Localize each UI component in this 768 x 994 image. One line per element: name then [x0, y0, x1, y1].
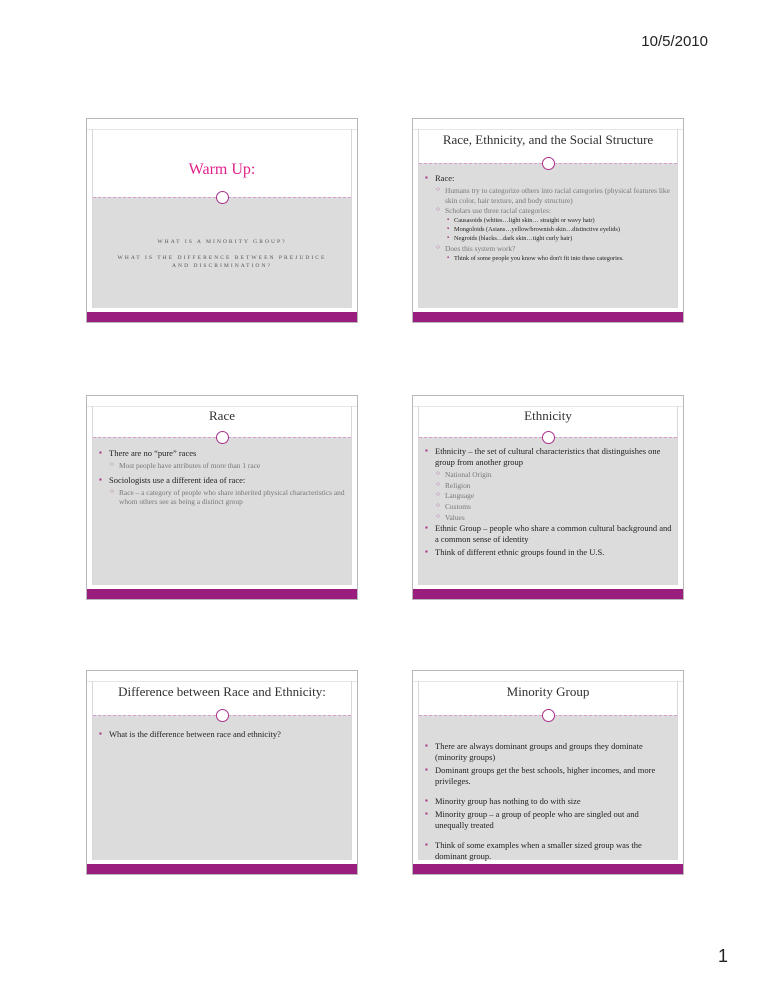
bullet-race: ▪ Race:: [425, 173, 673, 184]
slide-bottom-bar: [413, 312, 683, 322]
slide-race-ethnicity-structure: [412, 118, 684, 323]
slide-bottom-bar: [87, 589, 357, 599]
slide-race-vs-ethnicity: [86, 670, 358, 875]
slide-ethnicity: [412, 395, 684, 600]
title-circle-ornament: [216, 709, 229, 722]
title-circle-ornament: [216, 431, 229, 444]
slide-body-background: [93, 197, 351, 308]
bullet-most-people-attributes: ○ Most people have attributes of more than 1 race: [110, 461, 347, 471]
title-circle-ornament: [542, 709, 555, 722]
bullet-humans-categorize: ○ Humans try to categorize others into racial categories (physical features like skin color, hair texture, and body structure): [436, 186, 673, 205]
bullet-race-definition: ○ Race – a category of people who share inherited physical characteristics and whom others see as being a distinct group: [110, 488, 347, 507]
bullet-negroids: ▪ Negroids (blacks…dark skin…tight curly hair): [447, 235, 673, 243]
bullet-mongoloids: ▪ Mongoloids (Asians…yellow/brownish skin…distinctive eyelids): [447, 226, 673, 234]
slide-title: Minority Group: [506, 684, 590, 699]
bullet-language: ○ Language: [436, 491, 673, 501]
slide-bottom-bar: [87, 312, 357, 322]
slide-frame: [92, 129, 352, 308]
bullet-sociologists-idea: ▪ Sociologists use a different idea of race:: [99, 475, 347, 486]
bullet-caucasoids: ▪ Causasoids (whites…light skin… straight or wavy hair): [447, 217, 673, 225]
slide-warm-up: [86, 118, 358, 323]
slide-bottom-bar: [87, 864, 357, 874]
spacer: [425, 789, 673, 796]
bullet-religion: ○ Religion: [436, 481, 673, 491]
bullet-scholars-categories: ○ Scholars use three racial categories:: [436, 206, 673, 216]
slide-bottom-bar: [413, 864, 683, 874]
bullet-dominant-groups: ▪ There are always dominant groups and groups they dominate (minority groups): [425, 741, 673, 763]
bullet-national-origin: ○ National Origin: [436, 470, 673, 480]
bullet-minority-definition: ▪ Minority group – a group of people who are singled out and unequally treated: [425, 809, 673, 831]
slide-subtitle-prejudice: WHAT IS THE DIFFERENCE BETWEEN PREJUDICE AND DISCRIMINATION?: [117, 255, 327, 269]
slide-title: Warm Up:: [188, 161, 256, 178]
slide-subtitle-minority-group: WHAT IS A MINORITY GROUP?: [157, 239, 287, 245]
slide-content: [425, 173, 673, 264]
bullet-size: ▪ Minority group has nothing to do with size: [425, 796, 673, 807]
slide-race: [86, 395, 358, 600]
slide-title: Race, Ethnicity, and the Social Structure: [442, 132, 654, 147]
slide-bottom-bar: [413, 589, 683, 599]
slide-content: [425, 741, 673, 864]
slide-minority-group: [412, 670, 684, 875]
bullet-think-ethnic-groups: ▪ Think of different ethnic groups found in the U.S.: [425, 547, 673, 558]
bullet-values: ○ Values: [436, 513, 673, 523]
title-circle-ornament: [542, 157, 555, 170]
bullet-smaller-dominant-examples: ▪ Think of some examples when a smaller sized group was the dominant group.: [425, 840, 673, 862]
title-circle-ornament: [542, 431, 555, 444]
slide-title: Difference between Race and Ethnicity:: [118, 684, 326, 699]
slide-content: [99, 448, 347, 508]
page-number: 1: [717, 946, 728, 966]
spacer: [425, 833, 673, 840]
slide-frame: [92, 681, 352, 860]
bullet-customs: ○ Customs: [436, 502, 673, 512]
bullet-ethnic-group: ▪ Ethnic Group – people who share a common cultural background and a common sense of identity: [425, 523, 673, 545]
bullet-no-pure-races: ▪ There are no “pure” races: [99, 448, 347, 459]
slide-content: [425, 446, 673, 560]
bullet-dominant-privileges: ▪ Dominant groups get the best schools, higher incomes, and more privileges.: [425, 765, 673, 787]
date-header: 10/5/2010: [641, 33, 708, 50]
bullet-does-system-work: ○ Does this system work?: [436, 244, 673, 254]
bullet-ethnicity-definition: ▪ Ethnicity – the set of cultural characteristics that distinguishes one group from another group: [425, 446, 673, 468]
bullet-difference-question: ▪ What is the difference between race and ethnicity?: [99, 729, 347, 740]
slide-title: Ethnicity: [524, 408, 572, 423]
title-circle-ornament: [216, 191, 229, 204]
slide-title: Race: [209, 408, 235, 423]
bullet-think-of-people: ▪ Think of some people you know who don't fit into these categories.: [447, 255, 673, 263]
slide-content: [99, 729, 347, 742]
